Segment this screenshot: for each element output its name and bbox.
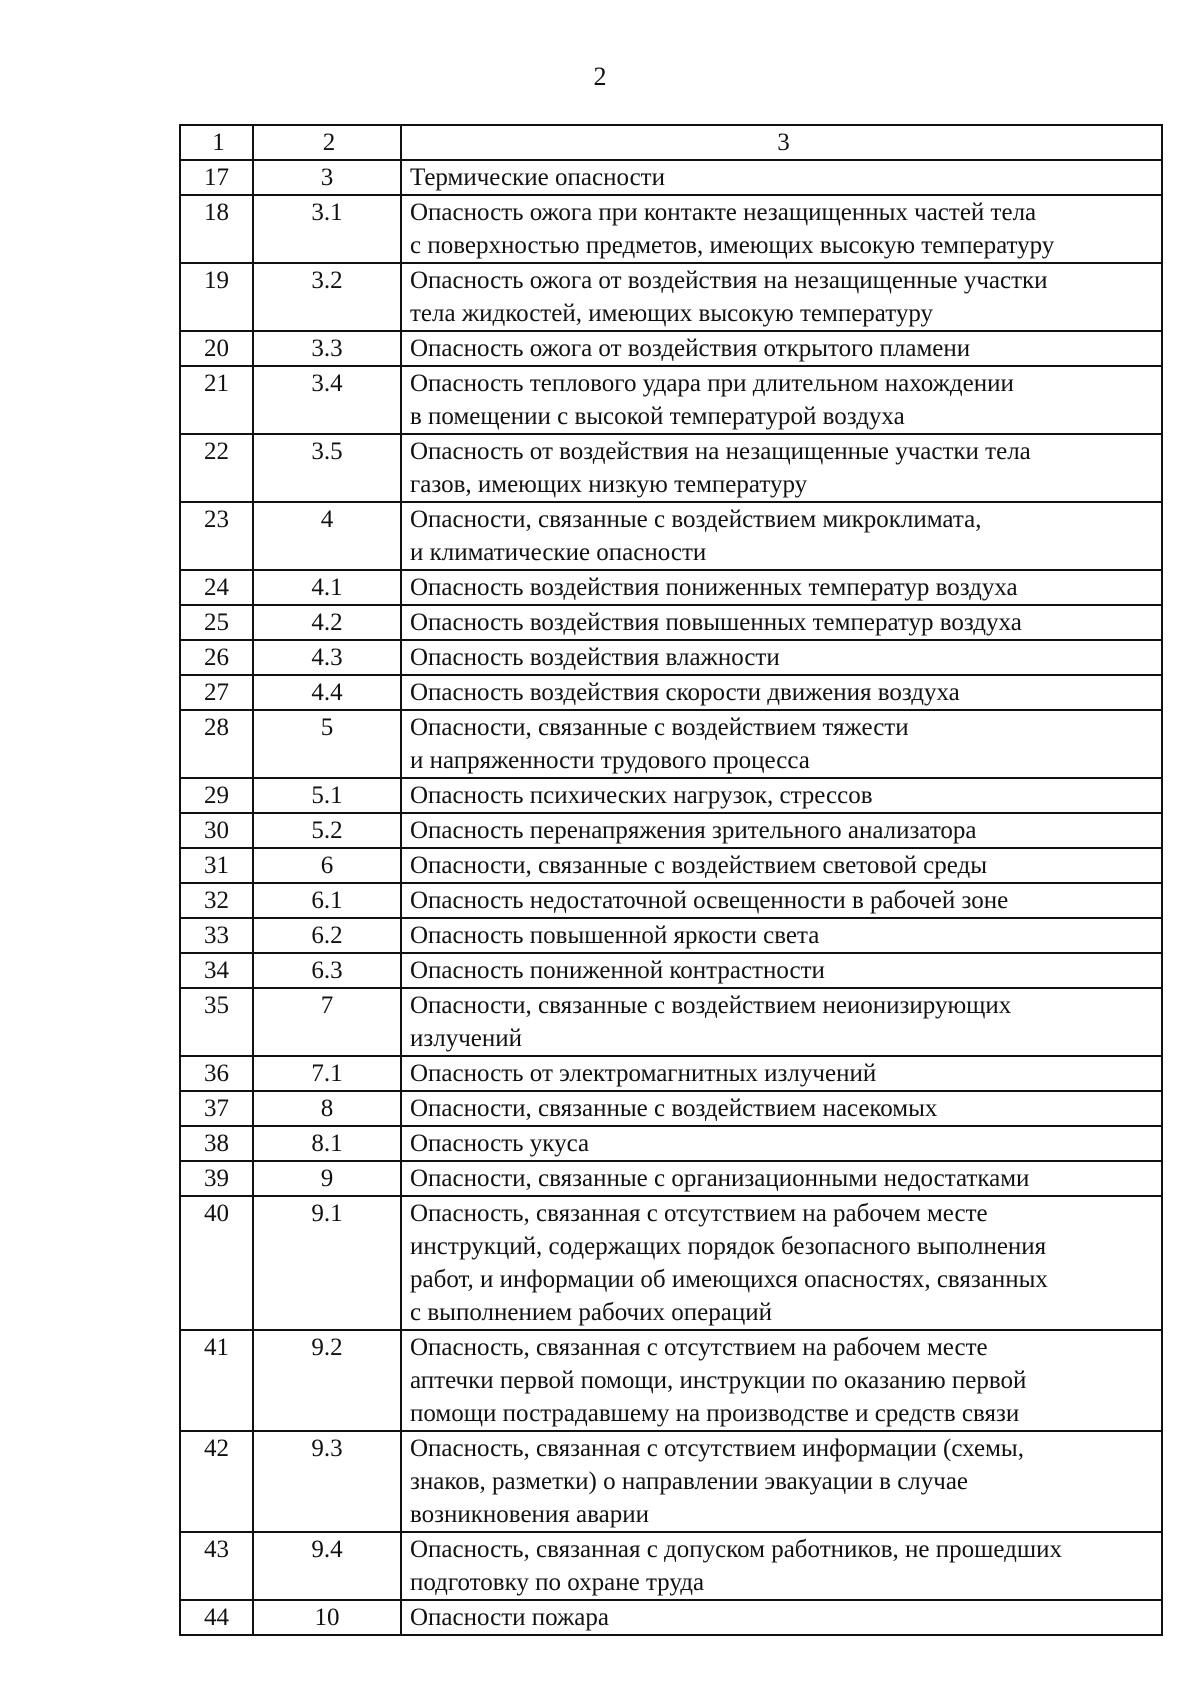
hazard-code-cell: 6 [253, 848, 401, 883]
table-row [180, 605, 1162, 640]
table-row [180, 778, 1162, 813]
table-row [180, 988, 1162, 1056]
row-number-cell: 34 [180, 953, 253, 988]
row-number-cell: 36 [180, 1056, 253, 1091]
hazard-description-cell: Опасность перенапряжения зрительного анализатора [401, 813, 1162, 848]
hazard-description-cell: Опасность недостаточной освещенности в рабочей зоне [401, 883, 1162, 918]
row-number-cell: 35 [180, 988, 253, 1056]
hazard-description-cell: Опасность, связанная с отсутствием на рабочем месте инструкций, содержащих порядок безопасного выполнения работ, и информации об имеющихся опасностях, связанных с выполнением рабочих операций [401, 1196, 1162, 1330]
header-cell-number: 1 [180, 125, 253, 160]
hazard-description-cell: Опасности, связанные с воздействием неионизирующих излучений [401, 988, 1162, 1056]
hazard-description-cell: Опасность пониженной контрастности [401, 953, 1162, 988]
table-row [180, 675, 1162, 710]
table-row [180, 1431, 1162, 1532]
hazard-code-cell: 4.4 [253, 675, 401, 710]
hazard-code-cell: 3.1 [253, 195, 401, 263]
table-row [180, 813, 1162, 848]
table-row [180, 366, 1162, 434]
table-row [180, 434, 1162, 502]
hazard-code-cell: 3.2 [253, 263, 401, 331]
row-number-cell: 42 [180, 1431, 253, 1532]
row-number-cell: 39 [180, 1161, 253, 1196]
table-row [180, 1091, 1162, 1126]
row-number-cell: 21 [180, 366, 253, 434]
header-cell-description: 3 [401, 125, 1162, 160]
row-number-cell: 41 [180, 1330, 253, 1431]
hazard-code-cell: 4.1 [253, 570, 401, 605]
table-row [180, 331, 1162, 366]
hazard-code-cell: 8.1 [253, 1126, 401, 1161]
hazard-description-cell: Термические опасности [401, 160, 1162, 195]
hazard-code-cell: 6.2 [253, 918, 401, 953]
hazard-code-cell: 8 [253, 1091, 401, 1126]
hazard-code-cell: 6.1 [253, 883, 401, 918]
hazard-code-cell: 7 [253, 988, 401, 1056]
hazard-code-cell: 3.5 [253, 434, 401, 502]
row-number-cell: 43 [180, 1532, 253, 1600]
table-row [180, 710, 1162, 778]
row-number-cell: 23 [180, 502, 253, 570]
hazard-description-cell: Опасность психических нагрузок, стрессов [401, 778, 1162, 813]
row-number-cell: 33 [180, 918, 253, 953]
hazard-description-cell: Опасности пожара [401, 1600, 1162, 1635]
hazard-description-cell: Опасность от воздействия на незащищенные участки тела газов, имеющих низкую температуру [401, 434, 1162, 502]
row-number-cell: 37 [180, 1091, 253, 1126]
hazard-description-cell: Опасность, связанная с отсутствием на рабочем месте аптечки первой помощи, инструкции по оказанию первой помощи пострадавшему на производстве и средств связи [401, 1330, 1162, 1431]
hazard-code-cell: 3 [253, 160, 401, 195]
hazard-code-cell: 3.3 [253, 331, 401, 366]
row-number-cell: 17 [180, 160, 253, 195]
hazard-code-cell: 9.1 [253, 1196, 401, 1330]
hazard-description-cell: Опасность, связанная с отсутствием информации (схемы, знаков, разметки) о направлении эвакуации в случае возникновения аварии [401, 1431, 1162, 1532]
row-number-cell: 31 [180, 848, 253, 883]
hazard-description-cell: Опасности, связанные с воздействием насекомых [401, 1091, 1162, 1126]
table-body [180, 160, 1162, 1635]
hazard-description-cell: Опасность ожога от воздействия на незащищенные участки тела жидкостей, имеющих высокую температуру [401, 263, 1162, 331]
table-row [180, 570, 1162, 605]
hazard-code-cell: 9.4 [253, 1532, 401, 1600]
table-row [180, 1532, 1162, 1600]
hazard-code-cell: 9.2 [253, 1330, 401, 1431]
table-header-row [180, 125, 1162, 160]
table-row [180, 195, 1162, 263]
table-row [180, 1330, 1162, 1431]
row-number-cell: 18 [180, 195, 253, 263]
row-number-cell: 27 [180, 675, 253, 710]
hazard-description-cell: Опасность укуса [401, 1126, 1162, 1161]
row-number-cell: 20 [180, 331, 253, 366]
table-row [180, 1600, 1162, 1635]
row-number-cell: 24 [180, 570, 253, 605]
header-cell-code: 2 [253, 125, 401, 160]
table-row [180, 160, 1162, 195]
hazard-code-cell: 6.3 [253, 953, 401, 988]
row-number-cell: 40 [180, 1196, 253, 1330]
hazard-description-cell: Опасность ожога при контакте незащищенных частей тела с поверхностью предметов, имеющих высокую температуру [401, 195, 1162, 263]
hazard-code-cell: 7.1 [253, 1056, 401, 1091]
row-number-cell: 32 [180, 883, 253, 918]
row-number-cell: 19 [180, 263, 253, 331]
table-row [180, 1126, 1162, 1161]
hazard-code-cell: 5.2 [253, 813, 401, 848]
table-row [180, 883, 1162, 918]
hazard-code-cell: 9 [253, 1161, 401, 1196]
hazard-description-cell: Опасность воздействия скорости движения воздуха [401, 675, 1162, 710]
table-row [180, 953, 1162, 988]
table-row [180, 1196, 1162, 1330]
table-row [180, 640, 1162, 675]
hazard-description-cell: Опасность воздействия пониженных температур воздуха [401, 570, 1162, 605]
hazard-code-cell: 5 [253, 710, 401, 778]
hazard-code-cell: 5.1 [253, 778, 401, 813]
hazard-description-cell: Опасности, связанные с воздействием световой среды [401, 848, 1162, 883]
row-number-cell: 30 [180, 813, 253, 848]
row-number-cell: 25 [180, 605, 253, 640]
hazard-description-cell: Опасность ожога от воздействия открытого пламени [401, 331, 1162, 366]
hazard-code-cell: 4.2 [253, 605, 401, 640]
table-row [180, 263, 1162, 331]
table-row [180, 918, 1162, 953]
hazard-description-cell: Опасность воздействия влажности [401, 640, 1162, 675]
hazard-description-cell: Опасность теплового удара при длительном нахождении в помещении с высокой температурой воздуха [401, 366, 1162, 434]
hazard-code-cell: 4.3 [253, 640, 401, 675]
hazards-table [179, 124, 1163, 1636]
row-number-cell: 26 [180, 640, 253, 675]
hazard-code-cell: 4 [253, 502, 401, 570]
row-number-cell: 29 [180, 778, 253, 813]
hazard-description-cell: Опасность повышенной яркости света [401, 918, 1162, 953]
hazard-description-cell: Опасность, связанная с допуском работников, не прошедших подготовку по охране труда [401, 1532, 1162, 1600]
row-number-cell: 28 [180, 710, 253, 778]
table-row [180, 848, 1162, 883]
row-number-cell: 38 [180, 1126, 253, 1161]
table-row [180, 1161, 1162, 1196]
row-number-cell: 22 [180, 434, 253, 502]
table-row [180, 502, 1162, 570]
hazard-description-cell: Опасности, связанные с воздействием микроклимата, и климатические опасности [401, 502, 1162, 570]
hazard-description-cell: Опасность от электромагнитных излучений [401, 1056, 1162, 1091]
hazard-description-cell: Опасность воздействия повышенных температур воздуха [401, 605, 1162, 640]
hazard-description-cell: Опасности, связанные с воздействием тяжести и напряженности трудового процесса [401, 710, 1162, 778]
hazard-description-cell: Опасности, связанные с организационными недостатками [401, 1161, 1162, 1196]
row-number-cell: 44 [180, 1600, 253, 1635]
hazard-code-cell: 10 [253, 1600, 401, 1635]
page-number: 2 [593, 62, 607, 91]
table-row [180, 1056, 1162, 1091]
hazard-code-cell: 9.3 [253, 1431, 401, 1532]
hazard-code-cell: 3.4 [253, 366, 401, 434]
